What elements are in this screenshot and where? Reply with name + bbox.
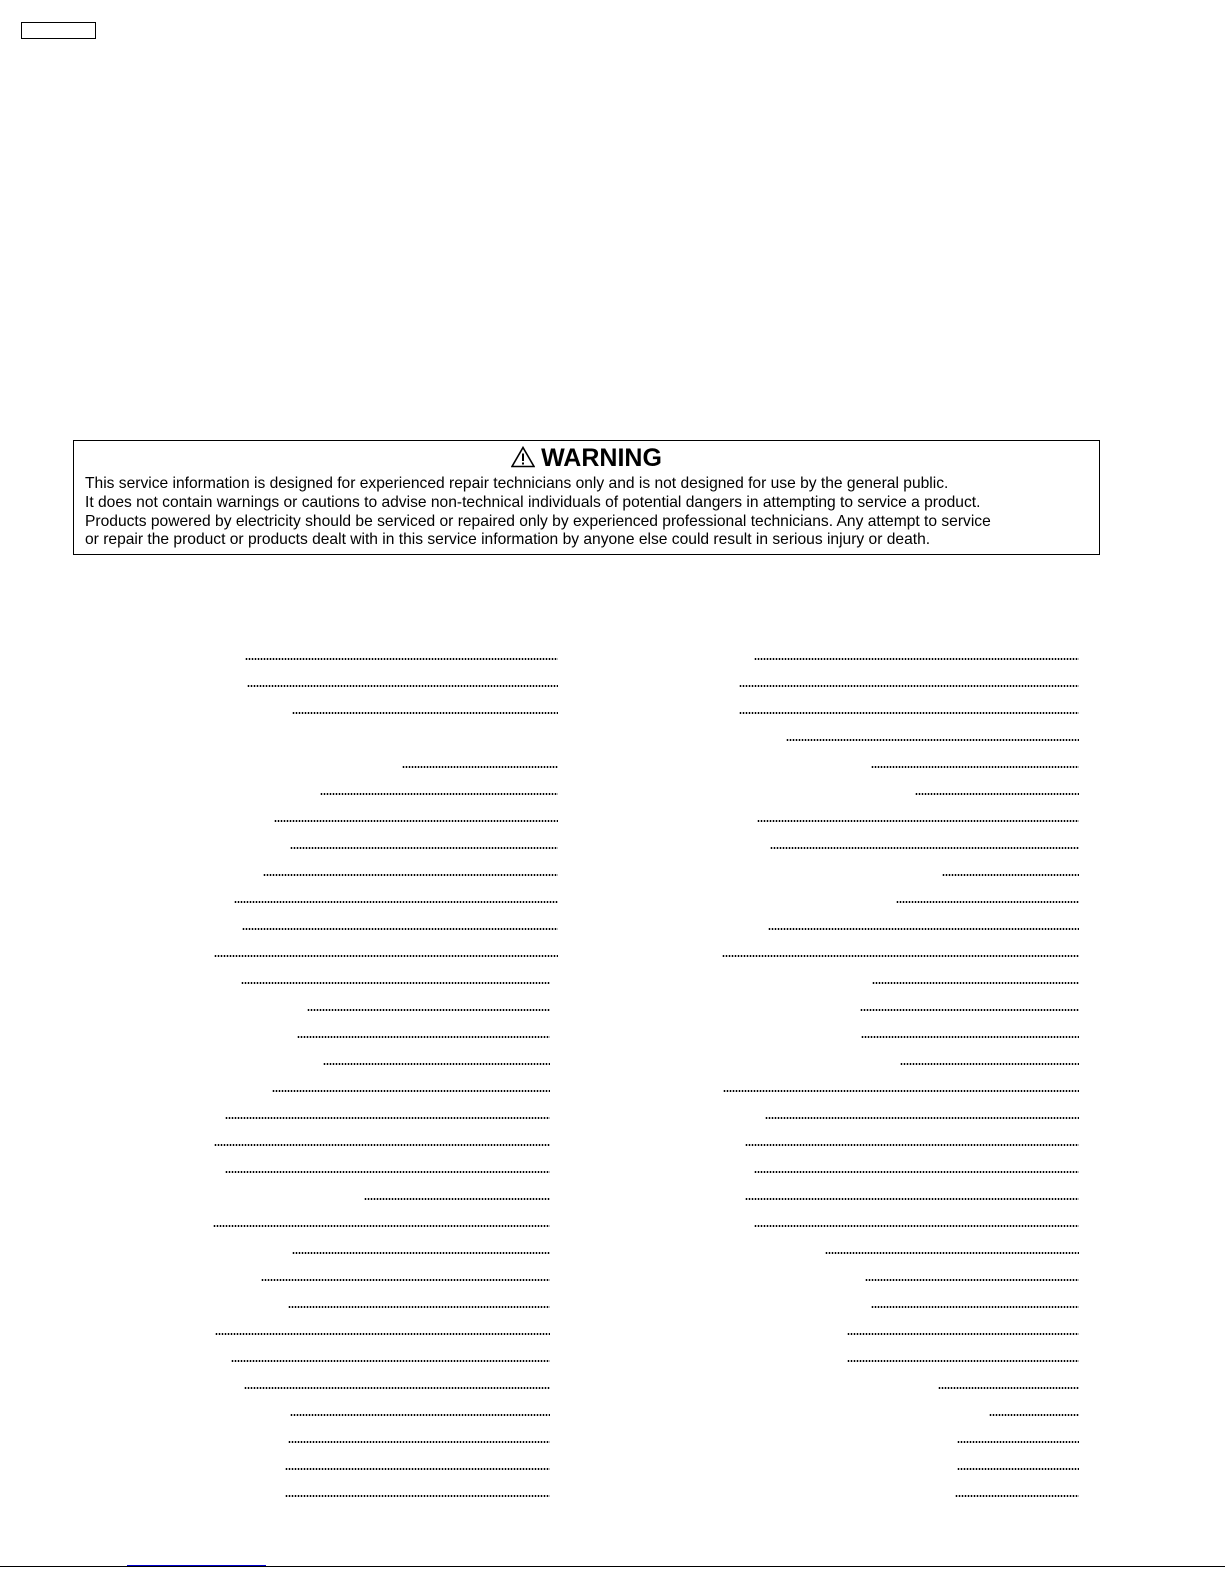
right-toc-dot-leader (757, 820, 1079, 822)
right-toc-dot-leader (989, 1414, 1079, 1416)
right-toc-dot-leader (722, 955, 1079, 957)
right-toc-dot-leader (896, 901, 1079, 903)
right-toc-dot-leader (871, 1306, 1079, 1308)
right-toc-dot-leader (872, 982, 1079, 984)
right-toc-dot-leader (942, 874, 1079, 876)
right-toc-dot-leader (955, 1495, 1079, 1497)
left-toc-dot-leader (285, 1495, 550, 1497)
left-toc-dot-leader (242, 928, 558, 930)
right-toc-dot-leader (915, 793, 1079, 795)
left-toc-dot-leader (225, 1171, 550, 1173)
left-toc-dot-leader (225, 1117, 550, 1119)
left-toc-dot-leader (214, 1144, 550, 1146)
warning-title-text: WARNING (541, 444, 662, 472)
right-toc-dot-leader (847, 1333, 1079, 1335)
left-toc-dot-leader (215, 1333, 550, 1335)
right-toc-dot-leader (865, 1279, 1079, 1281)
right-toc-dot-leader (900, 1063, 1079, 1065)
right-toc-dot-leader (754, 1171, 1079, 1173)
right-toc-dot-leader (723, 1090, 1079, 1092)
left-toc-dot-leader (213, 1225, 550, 1227)
warning-title (74, 443, 1099, 473)
left-toc-dot-leader (244, 1387, 550, 1389)
left-toc-dot-leader (320, 793, 558, 795)
left-toc-dot-leader (292, 1252, 550, 1254)
warning-line: This service information is designed for experienced repair technicians only and is not designed for use by the general public. (85, 475, 949, 492)
right-toc-dot-leader (739, 685, 1079, 687)
warning-triangle-icon (511, 446, 535, 468)
right-toc-dot-leader (786, 739, 1079, 741)
left-toc-dot-leader (241, 982, 550, 984)
right-toc-dot-leader (938, 1387, 1079, 1389)
right-toc-dot-leader (860, 1009, 1079, 1011)
left-toc-dot-leader (263, 874, 558, 876)
left-toc-dot-leader (247, 685, 558, 687)
left-toc-dot-leader (274, 820, 558, 822)
left-toc-dot-leader (292, 712, 558, 714)
left-toc-dot-leader (285, 1468, 550, 1470)
right-toc-dot-leader (754, 1225, 1079, 1227)
warning-line: Products powered by electricity should be serviced or repaired only by experienced professional technicians. Any attempt to service (85, 513, 991, 530)
left-toc-dot-leader (272, 1090, 550, 1092)
right-toc-dot-leader (745, 1198, 1079, 1200)
left-toc-dot-leader (402, 766, 558, 768)
right-toc-dot-leader (847, 1360, 1079, 1362)
right-toc-dot-leader (739, 712, 1079, 714)
left-toc-dot-leader (364, 1198, 550, 1200)
warning-line: It does not contain warnings or cautions to advise non-technical individuals of potential dangers in attempting to service a product. (85, 494, 981, 511)
left-toc-dot-leader (307, 1009, 550, 1011)
left-toc-dot-leader (234, 901, 558, 903)
left-toc-dot-leader (245, 658, 558, 660)
left-toc-dot-leader (261, 1279, 550, 1281)
footer-rule (0, 1566, 1225, 1567)
warning-box (73, 440, 1100, 555)
right-toc-dot-leader (861, 1036, 1079, 1038)
right-toc-dot-leader (770, 847, 1079, 849)
warning-line: or repair the product or products dealt with in this service information by anyone else could result in serious injury or death. (85, 531, 931, 548)
footer-link[interactable] (127, 1554, 266, 1566)
right-toc-dot-leader (754, 658, 1079, 660)
right-toc-dot-leader (871, 766, 1079, 768)
left-toc-dot-leader (297, 1036, 550, 1038)
right-toc-dot-leader (957, 1441, 1079, 1443)
left-toc-dot-leader (323, 1063, 550, 1065)
right-toc-dot-leader (768, 928, 1079, 930)
left-toc-dot-leader (214, 955, 558, 957)
top-left-label-box (21, 22, 96, 39)
left-toc-dot-leader (288, 1441, 550, 1443)
left-toc-dot-leader (290, 847, 558, 849)
left-toc-dot-leader (290, 1414, 550, 1416)
left-toc-dot-leader (288, 1306, 550, 1308)
left-toc-dot-leader (231, 1360, 550, 1362)
right-toc-dot-leader (957, 1468, 1079, 1470)
right-toc-dot-leader (745, 1144, 1079, 1146)
right-toc-dot-leader (765, 1117, 1079, 1119)
right-toc-dot-leader (825, 1252, 1079, 1254)
